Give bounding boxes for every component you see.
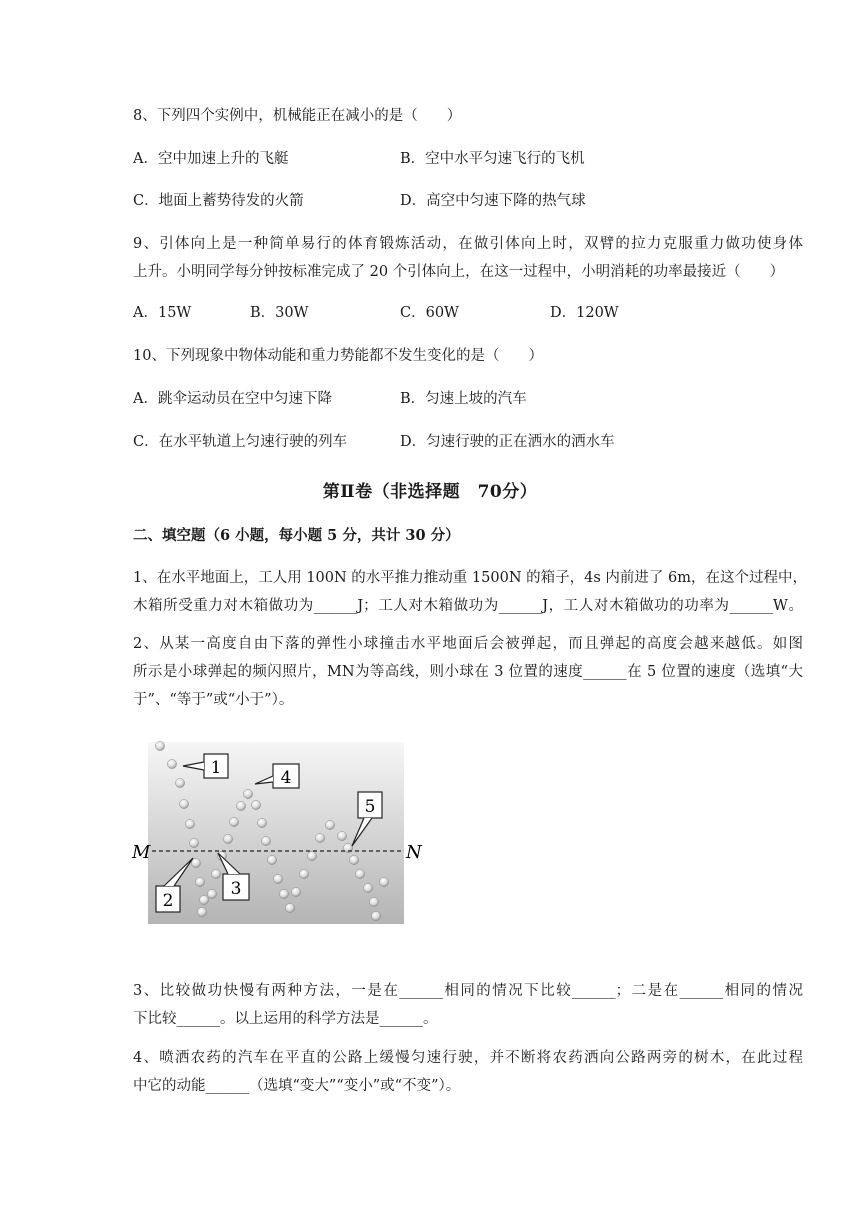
ball-dot — [251, 800, 260, 809]
ball-dot — [167, 759, 176, 768]
ball-dot — [315, 833, 324, 842]
fill4-line2: 中它的动能______（选填“变大”“变小”或“不变”）。 — [133, 1078, 461, 1094]
ball-dot — [363, 883, 372, 892]
q9-stem-line2: 上升。小明同学每分钟按标准完成了 20 个引体向上，在这一过程中，小明消耗的功率最接近（ ） — [133, 264, 785, 280]
ball-dot — [379, 877, 388, 886]
ball-dot — [261, 836, 270, 845]
ball-dot — [355, 869, 364, 878]
fill2-line3: 于”、“等于”或“小于”）。 — [133, 692, 294, 708]
q9-option-b: B．30W — [250, 305, 309, 321]
ball-dot — [273, 874, 282, 883]
section-fill-in-heading: 二、填空题（6 小题，每小题 5 分，共计 30 分） — [133, 527, 460, 544]
q9-option-c: C．60W — [400, 305, 459, 321]
ball-dot — [349, 855, 358, 864]
q8-option-d: D．高空中匀速下降的热气球 — [400, 193, 586, 209]
fill2-line2: 所示是小球弹起的频闪照片，MN为等高线，则小球在 3 位置的速度______在 5 位置的速度（选填“大 — [133, 664, 803, 680]
ball-dot — [369, 897, 378, 906]
label-n: N — [406, 842, 422, 863]
ball-dot — [211, 869, 220, 878]
q10-option-a: A．跳伞运动员在空中匀速下降 — [133, 391, 332, 407]
ball-dot — [325, 820, 334, 829]
fill3-line2: 下比较______。以上运用的科学方法是______。 — [133, 1011, 438, 1027]
fill1-line2: 木箱所受重力对木箱做功为______J；工人对木箱做功为______J，工人对木箱做功的功率为______W。 — [133, 598, 803, 614]
q9-option-d: D．120W — [550, 305, 619, 321]
ball-dot — [299, 869, 308, 878]
ball-dot — [267, 855, 276, 864]
q9-stem-line1: 9、引体向上是一种简单易行的体育锻炼活动，在做引体向上时，双臂的拉力克服重力做功使身体 — [133, 236, 803, 252]
callout-2-label: 2 — [162, 891, 174, 911]
ball-dot — [195, 877, 204, 886]
callout-5-label: 5 — [364, 797, 376, 817]
fill4-line1: 4、喷洒农药的汽车在平直的公路上缓慢匀速行驶，并不断将农药洒向公路两旁的树木，在此过程 — [133, 1050, 803, 1066]
q8-stem: 8、下列四个实例中，机械能正在减小的是（ ） — [133, 108, 462, 124]
ball-dot — [229, 817, 238, 826]
callout-1-label: 1 — [210, 758, 222, 778]
q10-option-b: B．匀速上坡的汽车 — [400, 391, 527, 407]
ball-dot — [175, 778, 184, 787]
q9-option-a: A．15W — [133, 305, 192, 321]
fill2-line1: 2、从某一高度自由下落的弹性小球撞击水平地面后会被弹起，而且弹起的高度会越来越低。如图 — [133, 636, 803, 652]
ball-dot — [223, 834, 232, 843]
bouncing-ball-figure — [128, 732, 428, 927]
ball-dot — [207, 889, 216, 898]
q8-option-b: B．空中水平匀速飞行的飞机 — [400, 151, 585, 167]
ball-dot — [243, 789, 252, 798]
fill3-line1: 3、比较做功快慢有两种方法，一是在______相同的情况下比较______；二是在______相同的情况 — [133, 983, 803, 999]
part2-title: 第Ⅱ卷（非选择题 70分） — [322, 482, 538, 502]
ball-dot — [179, 799, 188, 808]
ball-dot — [197, 907, 206, 916]
ball-dot — [236, 801, 245, 810]
ball-dot — [191, 858, 200, 867]
ball-dot — [279, 889, 288, 898]
q8-option-c: C．地面上蓄势待发的火箭 — [133, 193, 304, 209]
ball-dot — [337, 831, 346, 840]
ball-dot — [291, 887, 300, 896]
ball-dot — [189, 838, 198, 847]
callout-4-label: 4 — [280, 768, 292, 788]
ball-dot — [285, 903, 294, 912]
ball-dot — [371, 911, 380, 920]
callout-3-label: 3 — [230, 879, 242, 899]
q10-option-d: D．匀速行驶的正在洒水的洒水车 — [400, 434, 615, 450]
ball-dot — [307, 851, 316, 860]
ball-dot — [257, 818, 266, 827]
ball-dot — [199, 895, 208, 904]
q8-option-a: A．空中加速上升的飞艇 — [133, 151, 289, 167]
label-m: M — [132, 842, 151, 863]
q10-option-c: C．在水平轨道上匀速行驶的列车 — [133, 434, 348, 450]
fill1-line1: 1、在水平地面上，工人用 100N 的水平推力推动重 1500N 的箱子，4s 内前进了 6m，在这个过程中， — [133, 570, 807, 586]
q10-stem: 10、下列现象中物体动能和重力势能都不发生变化的是（ ） — [133, 348, 543, 364]
ball-dot — [185, 819, 194, 828]
ball-dot — [155, 741, 164, 750]
